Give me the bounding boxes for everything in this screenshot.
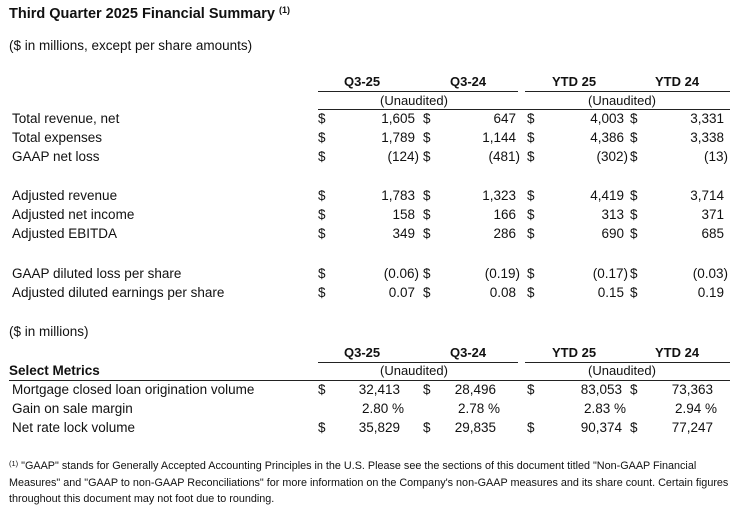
table-cell: 349 [392, 226, 415, 241]
metrics-cell: 2.80 % [361, 401, 404, 416]
table-cell: (0.17) [592, 266, 628, 281]
table-cell: 4,386 [590, 130, 624, 145]
table-cell: (13) [703, 149, 728, 164]
table-cell: 371 [701, 207, 724, 222]
metrics-cell: 83,053 [580, 382, 622, 397]
table-cell: 685 [701, 226, 724, 241]
row-label: Total expenses [12, 130, 103, 145]
table-cell: 1,783 [381, 188, 415, 203]
dollar-sign: $ [630, 266, 638, 281]
table-cell: 158 [392, 207, 415, 222]
metrics-cell: 35,829 [358, 420, 400, 435]
dollar-sign: $ [318, 226, 326, 241]
row-label: GAAP net loss [12, 149, 100, 164]
metrics-row-label: Gain on sale margin [12, 401, 133, 416]
header-rule [525, 91, 730, 92]
dollar-sign: $ [423, 226, 431, 241]
metrics-row-label: Mortgage closed loan origination volume [12, 382, 255, 397]
table-cell: 1,789 [381, 130, 415, 145]
dollar-sign: $ [318, 420, 326, 435]
table-cell: 4,419 [590, 188, 624, 203]
table-cell: (0.06) [383, 266, 419, 281]
dollar-sign: $ [423, 285, 431, 300]
page-title [9, 6, 290, 22]
table-cell: (302) [596, 149, 628, 164]
footnote-marker: (1) [9, 459, 19, 468]
dollar-sign: $ [423, 130, 431, 145]
footnote-text: "GAAP" stands for Generally Accepted Accounting Principles in the U.S. Please see the sections of this document titled "Non-GAAP Financial Measures" and "GAAP to non-GAAP Reconciliations" for more information on the Company's non-GAAP measures and its share count. Certain figures throughout this document may not foot due to rounding. [9, 460, 729, 505]
metrics-col-header-ytd-25: YTD 25 [552, 345, 597, 360]
row-label: Adjusted diluted earnings per share [12, 285, 225, 300]
dollar-sign: $ [318, 149, 326, 164]
unaudited-label-quarter: (Unaudited) [380, 93, 448, 108]
title-footnote-marker: (1) [278, 5, 290, 15]
table-cell: 166 [493, 207, 516, 222]
table-cell: (0.03) [692, 266, 728, 281]
metrics-cell: 28,496 [454, 382, 496, 397]
dollar-sign: $ [527, 420, 535, 435]
table-cell: (0.19) [484, 266, 520, 281]
dollar-sign: $ [318, 207, 326, 222]
table-cell: 0.19 [697, 285, 724, 300]
table-cell: 3,331 [690, 111, 724, 126]
dollar-sign: $ [630, 149, 638, 164]
col-header-ytd-24: YTD 24 [655, 74, 700, 89]
metrics-row-label: Net rate lock volume [12, 420, 136, 435]
select-metrics-heading: Select Metrics [9, 363, 100, 378]
table-cell: 0.15 [597, 285, 624, 300]
col-header-ytd-25: YTD 25 [552, 74, 597, 89]
unaudited-label-ytd: (Unaudited) [588, 93, 656, 108]
metrics-col-header-q3-25: Q3-25 [344, 345, 381, 360]
dollar-sign: $ [630, 226, 638, 241]
metrics-unaudited-quarter: (Unaudited) [380, 363, 448, 378]
metrics-cell: 2.94 % [674, 401, 717, 416]
dollar-sign: $ [630, 207, 638, 222]
metrics-units-subtitle: ($ in millions) [9, 324, 89, 339]
row-label: Total revenue, net [12, 111, 120, 126]
footnote [9, 458, 729, 507]
metrics-unaudited-ytd: (Unaudited) [588, 363, 656, 378]
dollar-sign: $ [318, 382, 326, 397]
dollar-sign: $ [630, 188, 638, 203]
dollar-sign: $ [630, 130, 638, 145]
title-text: Third Quarter 2025 Financial Summary [9, 6, 275, 22]
dollar-sign: $ [318, 266, 326, 281]
dollar-sign: $ [527, 285, 535, 300]
row-label: Adjusted EBITDA [12, 226, 118, 241]
dollar-sign: $ [423, 111, 431, 126]
metrics-col-header-ytd-24: YTD 24 [655, 345, 700, 360]
dollar-sign: $ [318, 130, 326, 145]
row-label: Adjusted revenue [12, 188, 118, 203]
dollar-sign: $ [527, 266, 535, 281]
dollar-sign: $ [630, 420, 638, 435]
table-cell: 0.08 [489, 285, 516, 300]
table-cell: (481) [488, 149, 520, 164]
table-cell: 3,714 [690, 188, 724, 203]
table-cell: 647 [493, 111, 516, 126]
table-cell: 1,605 [381, 111, 415, 126]
dollar-sign: $ [630, 382, 638, 397]
table-cell: 690 [601, 226, 624, 241]
row-label: Adjusted net income [12, 207, 135, 222]
dollar-sign: $ [527, 149, 535, 164]
table-cell: 3,338 [690, 130, 724, 145]
col-header-q3-25: Q3-25 [344, 74, 381, 89]
dollar-sign: $ [423, 266, 431, 281]
dollar-sign: $ [527, 111, 535, 126]
table-cell: 313 [601, 207, 624, 222]
metrics-cell: 2.78 % [457, 401, 500, 416]
dollar-sign: $ [527, 188, 535, 203]
dollar-sign: $ [318, 285, 326, 300]
dollar-sign: $ [423, 149, 431, 164]
header-bottom-rule [318, 109, 730, 110]
row-label: GAAP diluted loss per share [12, 266, 182, 281]
dollar-sign: $ [630, 285, 638, 300]
table-cell: 286 [493, 226, 516, 241]
dollar-sign: $ [318, 188, 326, 203]
dollar-sign: $ [423, 188, 431, 203]
metrics-cell: 77,247 [671, 420, 713, 435]
metrics-cell: 90,374 [580, 420, 622, 435]
dollar-sign: $ [527, 207, 535, 222]
metrics-cell: 32,413 [358, 382, 400, 397]
dollar-sign: $ [423, 420, 431, 435]
header-rule [318, 91, 518, 92]
metrics-cell: 73,363 [671, 382, 713, 397]
dollar-sign: $ [527, 130, 535, 145]
metrics-col-header-q3-24: Q3-24 [450, 345, 487, 360]
metrics-cell: 29,835 [454, 420, 496, 435]
metrics-cell: 2.83 % [583, 401, 626, 416]
dollar-sign: $ [423, 207, 431, 222]
col-header-q3-24: Q3-24 [450, 74, 487, 89]
metrics-header-bottom-rule [9, 380, 730, 381]
table-cell: (124) [387, 149, 419, 164]
dollar-sign: $ [318, 111, 326, 126]
dollar-sign: $ [630, 111, 638, 126]
dollar-sign: $ [527, 226, 535, 241]
units-subtitle: ($ in millions, except per share amounts) [9, 38, 253, 53]
table-cell: 4,003 [590, 111, 624, 126]
table-cell: 0.07 [388, 285, 415, 300]
table-cell: 1,323 [482, 188, 516, 203]
table-cell: 1,144 [482, 130, 516, 145]
dollar-sign: $ [527, 382, 535, 397]
dollar-sign: $ [423, 382, 431, 397]
